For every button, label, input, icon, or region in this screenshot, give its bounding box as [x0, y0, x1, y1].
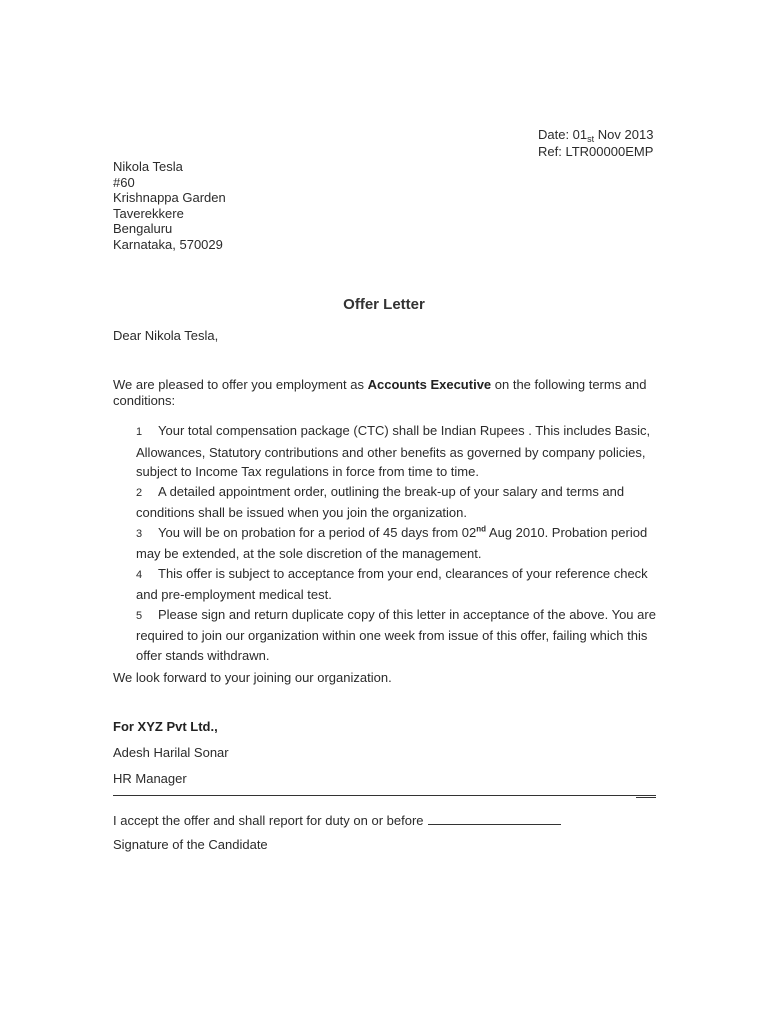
date-ordinal: st	[587, 134, 595, 144]
term-item	[136, 482, 656, 523]
address-line: Bengaluru	[113, 221, 173, 236]
position-title: Accounts Executive	[367, 377, 492, 392]
term-text-start: You will be on probation for a period of 45 days from 02	[158, 524, 477, 540]
address-line: Taverekkere	[113, 205, 184, 221]
closing-line: We look forward to your joining our organization.	[113, 670, 392, 685]
intro-text-end: on the following terms and conditions:	[113, 377, 647, 408]
divider-line	[113, 795, 656, 796]
company-name: For XYZ Pvt Ltd.,	[113, 719, 218, 734]
term-item	[136, 605, 656, 666]
acceptance-line	[113, 812, 561, 828]
term-number: 2	[136, 486, 143, 499]
signatory-name: Adesh Harilal Sonar	[113, 745, 229, 760]
term-item	[136, 523, 656, 564]
date-prefix: Date: 01	[538, 127, 588, 142]
date-blank-field[interactable]	[428, 812, 561, 825]
term-text: Please sign and return duplicate copy of this letter in acceptance of the above. You are required to join our organization within one week from issue of this offer, failing which this offer stands withdrawn.	[136, 606, 656, 663]
term-number: 5	[136, 609, 143, 622]
date-rest: Nov 2013	[594, 127, 654, 142]
signatory-designation: HR Manager	[113, 771, 187, 786]
document-title: Offer Letter	[343, 296, 425, 313]
salutation: Dear Nikola Tesla,	[113, 328, 219, 343]
term-item	[136, 421, 656, 482]
address-line: Nikola Tesla	[113, 159, 183, 174]
term-number: 4	[136, 568, 143, 581]
letter-reference: Ref: LTR00000EMP	[538, 144, 654, 159]
terms-list	[136, 421, 656, 665]
candidate-signature-label: Signature of the Candidate	[113, 837, 268, 852]
term-number: 3	[136, 527, 143, 540]
divider-line-tail	[636, 797, 656, 798]
address-line: Karnataka, 570029	[113, 236, 223, 252]
letter-meta	[538, 127, 653, 159]
address-line: #60	[113, 174, 135, 190]
term-text-end: Aug 2010. Probation period may be extended, at the sole discretion of the management.	[136, 524, 648, 561]
letter-date	[538, 127, 653, 144]
date-ordinal: nd	[476, 524, 487, 534]
term-number: 1	[136, 426, 143, 438]
term-item	[136, 564, 656, 605]
intro-paragraph	[113, 377, 658, 408]
term-text	[136, 525, 647, 562]
recipient-address	[113, 159, 226, 252]
term-text: Your total compensation package (CTC) shall be Indian Rupees . This includes Basic, Allowances, Statutory contributions and other benefits as governed by company policies, subject to Income Tax regulations in force from time to time.	[136, 423, 651, 479]
acceptance-text: I accept the offer and shall report for duty on or before	[113, 813, 424, 828]
intro-text: We are pleased to offer you employment as	[113, 377, 368, 392]
term-text: This offer is subject to acceptance from your end, clearances of your reference check and pre-employment medical test.	[136, 565, 648, 602]
address-line: Krishnappa Garden	[113, 190, 226, 205]
term-text: A detailed appointment order, outlining the break-up of your salary and terms and conditions shall be issued when you join the organization.	[136, 483, 625, 520]
